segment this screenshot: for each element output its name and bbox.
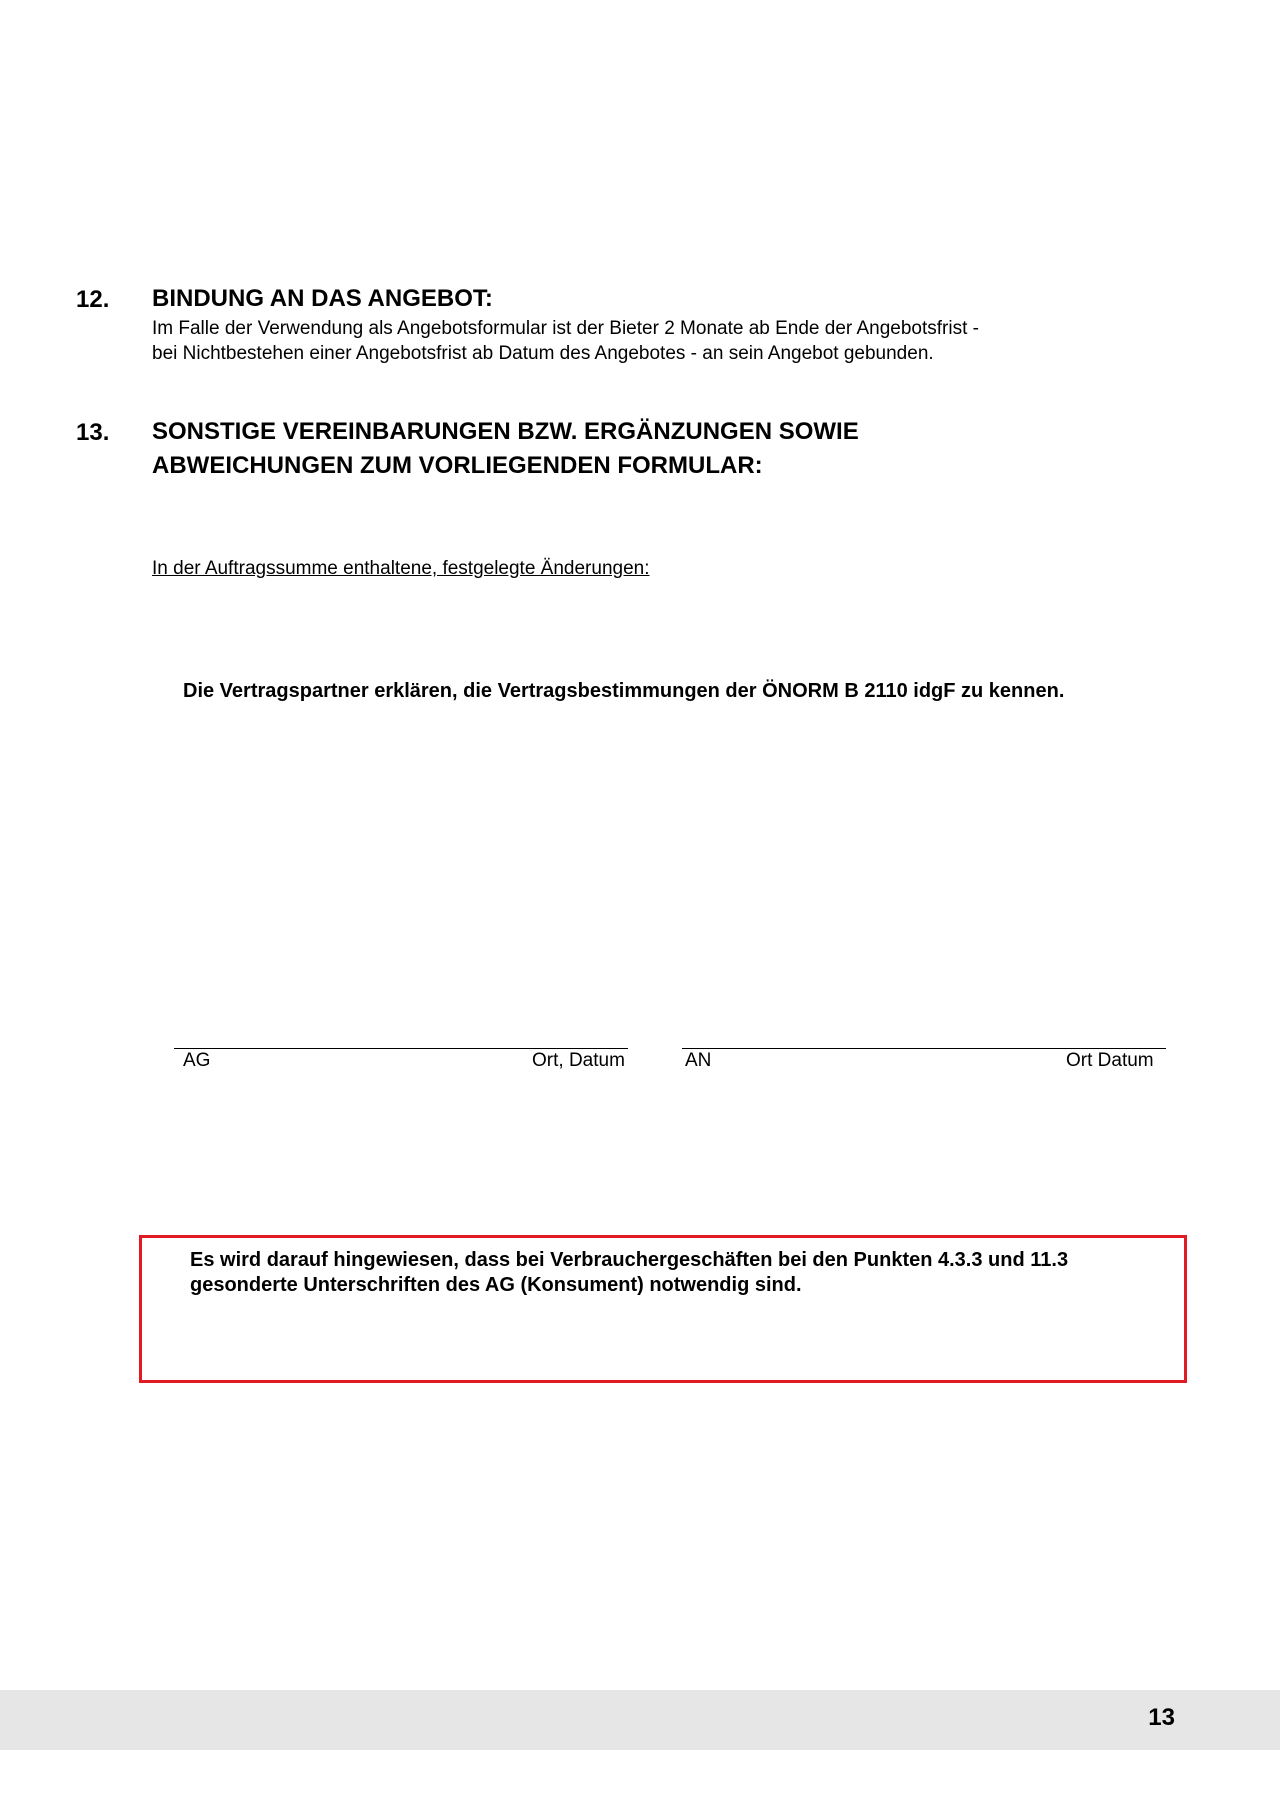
- signature-label-ag: AG: [183, 1050, 211, 1071]
- changes-label: In der Auftragssumme enthaltene, festgelegte Änderungen:: [152, 558, 650, 579]
- section-13-title-line-1: SONSTIGE VEREINBARUNGEN BZW. ERGÄNZUNGEN SOWIE: [152, 418, 859, 445]
- consumer-notice-line-1: Es wird darauf hingewiesen, dass bei Verbrauchergeschäften bei den Punkten 4.3.3 und 11.3: [190, 1249, 1069, 1271]
- page-number: 13: [1148, 1704, 1175, 1731]
- signature-line-an: [682, 1048, 1166, 1049]
- section-13-number: 13.: [76, 419, 110, 446]
- declaration-text: Die Vertragspartner erklären, die Vertragsbestimmungen der ÖNORM B 2110 idgF zu kennen.: [183, 680, 1065, 702]
- page-footer: [0, 1690, 1280, 1750]
- signature-place-date-ag: Ort, Datum: [532, 1050, 625, 1071]
- section-12-title: BINDUNG AN DAS ANGEBOT:: [152, 285, 493, 312]
- consumer-notice-box: [139, 1235, 1187, 1383]
- signature-label-an: AN: [685, 1050, 712, 1071]
- consumer-notice-text: [190, 1248, 1068, 1298]
- section-13-title-line-2: ABWEICHUNGEN ZUM VORLIEGENDEN FORMULAR:: [152, 452, 763, 479]
- signature-place-date-an: Ort Datum: [1066, 1050, 1154, 1071]
- section-12-text-line-2: bei Nichtbestehen einer Angebotsfrist ab Datum des Angebotes - an sein Angebot gebunden.: [152, 343, 934, 364]
- section-12-text-line-1: Im Falle der Verwendung als Angebotsformular ist der Bieter 2 Monate ab Ende der Angebotsfrist -: [152, 318, 979, 339]
- consumer-notice-line-2: gesonderte Unterschriften des AG (Konsument) notwendig sind.: [190, 1274, 802, 1296]
- section-12-number: 12.: [76, 286, 110, 313]
- signature-line-ag: [174, 1048, 628, 1049]
